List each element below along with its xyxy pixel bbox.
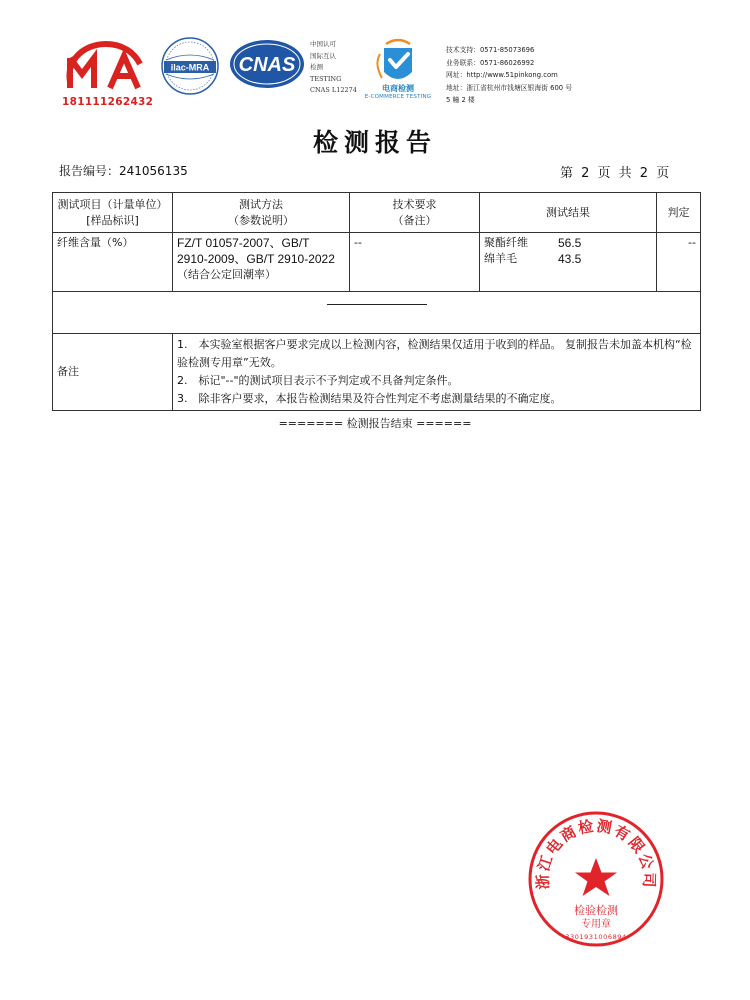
ilac-mra-logo [160, 36, 220, 96]
ecommerce-name-cn: 电商检测 [382, 84, 414, 93]
notes-row [53, 334, 701, 411]
stamp-purpose-line2: 专用章 [581, 919, 611, 930]
result-line: 聚酯纤维 56.5 [484, 236, 582, 250]
header-test-item: 测试项目（计量单位） [样品标识] [53, 193, 173, 233]
header-judgment: 判定 [657, 193, 701, 233]
page-info: 第 2 页 共 2 页 [560, 166, 672, 181]
notes-cell [173, 334, 701, 411]
contact-info [446, 44, 572, 107]
cell-requirement: -- [350, 233, 480, 292]
notes-label: 备注 [53, 334, 173, 411]
note-2: 2. 标记"--"的测试项目表示不予判定或不具备判定条件。 [177, 374, 459, 387]
report-end-line: ======= 检测报告结束 ====== [278, 417, 472, 430]
table-row [53, 233, 701, 292]
report-table [52, 192, 701, 411]
table-header-row [53, 193, 701, 233]
header-test-result: 测试结果 [480, 193, 657, 233]
report-number: 报告编号：241056135 [59, 164, 188, 178]
cell-test-method: FZ/T 01057-2007、GB/T 2910-2009、GB/T 2910-2022 （结合公定回潮率） [173, 233, 350, 292]
divider-line [327, 304, 427, 305]
header-test-method: 测试方法 （参数说明） [173, 193, 350, 233]
ecommerce-name-en: E-COMMERCE TESTING [364, 94, 432, 100]
cell-judgment: -- [657, 233, 701, 292]
contact-tech-support: 技术支持：0571-85073696 [446, 46, 535, 54]
cell-test-result [480, 233, 657, 292]
cnas-logo-text: CNAS [238, 54, 296, 76]
stamp-purpose-line1: 检验检测 [574, 904, 618, 917]
note-1: 1. 本实验室根据客户要求完成以上检测内容，检测结果仅适用于收到的样品。 复制报告未加盖本机构“检验检测专用章”无效。 [177, 338, 692, 369]
cnas-logo [228, 38, 306, 90]
cnas-line: 检测 [310, 63, 323, 71]
blank-row [53, 292, 701, 334]
result-line: 绵羊毛 43.5 [484, 252, 582, 266]
cma-number: 181111262432 [62, 96, 154, 108]
note-3: 3. 除非客户要求，本报告检测结果及符合性判定不考虑测量结果的不确定度。 [177, 392, 562, 405]
cnas-line: CNAS L12274 [310, 86, 357, 94]
stamp-code: 3301931006894 [565, 933, 627, 941]
stamp-star-icon [575, 858, 617, 896]
company-seal-stamp [527, 810, 665, 948]
cnas-line: 中国认可 [310, 40, 336, 48]
contact-address-building: 5 幢 2 楼 [446, 96, 475, 104]
ilac-logo-text: ilac-MRA [170, 62, 210, 73]
cell-test-item: 纤维含量（%） [53, 233, 173, 292]
report-title: 检测报告 [312, 128, 437, 157]
blank-cell [53, 292, 701, 334]
cnas-line: 国际互认 [310, 51, 336, 60]
header-technical-requirement: 技术要求 （备注） [350, 193, 480, 233]
contact-business: 业务联系：0571-86026992 [446, 58, 535, 67]
cnas-accreditation-text [310, 39, 357, 97]
cnas-line: TESTING [310, 74, 342, 83]
contact-address: 地址：浙江省杭州市钱塘区银海街 600 号 [446, 83, 573, 92]
stamp-org-name: 浙江电商检测有限公司 [533, 816, 659, 890]
contact-website: 网址：http://www.51pinkong.com [446, 71, 558, 79]
